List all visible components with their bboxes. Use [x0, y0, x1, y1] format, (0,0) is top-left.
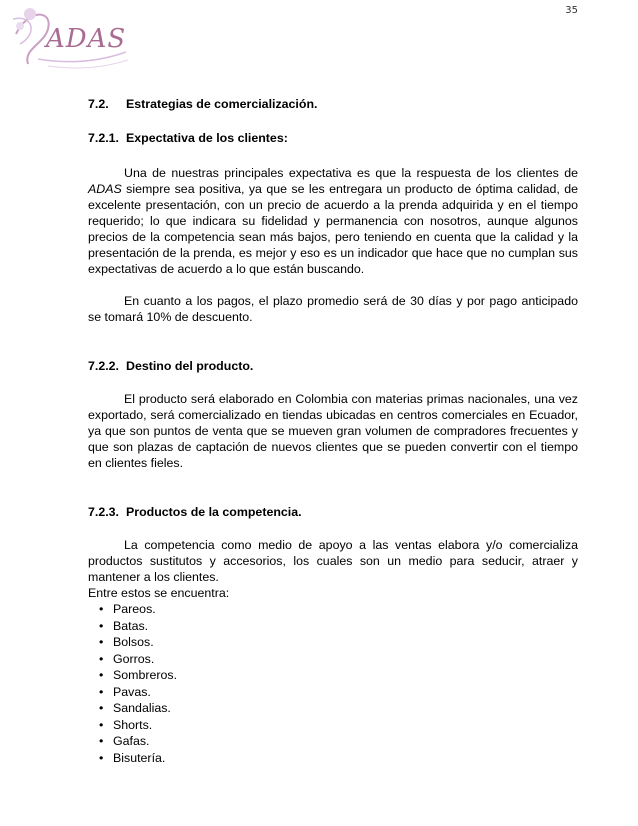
heading-number: 7.2.2. [88, 359, 120, 373]
heading-7-2 [88, 96, 578, 112]
heading-title: Productos de la competencia. [126, 505, 302, 519]
bullet-icon: • [99, 734, 104, 748]
bullet-icon: • [99, 750, 104, 765]
bullet-icon: • [99, 684, 104, 699]
logo-text: ADAS [46, 24, 127, 54]
list-item: • Batas. [99, 618, 149, 633]
heading-7-2-1 [88, 130, 578, 146]
bullet-icon: • [99, 651, 104, 666]
paragraph-pagos: En cuanto a los pagos, el plazo promedio será de 30 días y por pago anticipado se tomará 10% de descuento. [88, 294, 578, 324]
brand-name: ADAS [88, 182, 122, 196]
bullet-icon: • [99, 668, 104, 682]
heading-title: Expectativa de los clientes: [126, 131, 288, 145]
heading-number: 7.2.3. [88, 505, 120, 519]
adas-logo [8, 4, 138, 79]
bullet-icon: • [99, 717, 104, 732]
heading-title: Estrategias de comercialización. [126, 97, 318, 111]
paragraph-entre-estos: Entre estos se encuentra: [88, 586, 230, 600]
paragraph-expectativa: Una de nuestras principales expectativa es que la respuesta de los clientes de ADAS siempre sea positiva, ya que se les entregara un producto de óptima calidad, de excelente presentación, con un precio de acuerdo a la prenda adquirida y en el tiempo requerido; lo que indicara su fidelidad y permanencia con nosotros, aunque algunos precios de la competencia sean más bajos, pero teniendo en cuenta que la calidad y la presentación de la prenda, es mejor y eso es un indicador que hace que no cumplan sus expectativas de acuerdo a lo que están buscando. [88, 166, 578, 276]
document-body [88, 96, 578, 766]
product-list [88, 601, 578, 766]
paragraph-destino: El producto será elaborado en Colombia con materias primas nacionales, una vez exportado, será comercializado en tiendas ubicadas en centros comerciales en Ecuador, ya que son puntos de venta que se mueven gran volumen de compradores frecuentes y que son plazas de captación de nuevos clientes que se pueden convertir con el tiempo en clientes fieles. [88, 392, 578, 470]
list-item: • Bolsos. [99, 635, 154, 649]
bullet-icon: • [99, 635, 104, 649]
list-item: • Pavas. [99, 684, 151, 699]
list-item: • Sombreros. [99, 668, 178, 682]
bullet-icon: • [99, 602, 104, 616]
bullet-icon: • [99, 618, 104, 633]
page-number: 35 [565, 5, 578, 16]
heading-number: 7.2. [88, 97, 109, 111]
list-item: • Pareos. [99, 602, 156, 616]
heading-7-2-2 [88, 358, 578, 374]
list-item: • Gorros. [99, 651, 155, 666]
paragraph-competencia: La competencia como medio de apoyo a las ventas elabora y/o comercializa productos sustitutos y accesorios, los cuales son un medio para seducir, atraer y mantener a los clientes. [88, 538, 578, 584]
list-item: • Sandalias. [99, 701, 171, 715]
list-item: • Bisutería. [99, 750, 166, 765]
list-item: • Shorts. [99, 717, 153, 732]
bullet-icon: • [99, 701, 104, 715]
heading-7-2-3 [88, 504, 578, 520]
list-item: • Gafas. [99, 734, 150, 748]
heading-title: Destino del producto. [126, 359, 254, 373]
heading-number: 7.2.1. [88, 131, 120, 145]
